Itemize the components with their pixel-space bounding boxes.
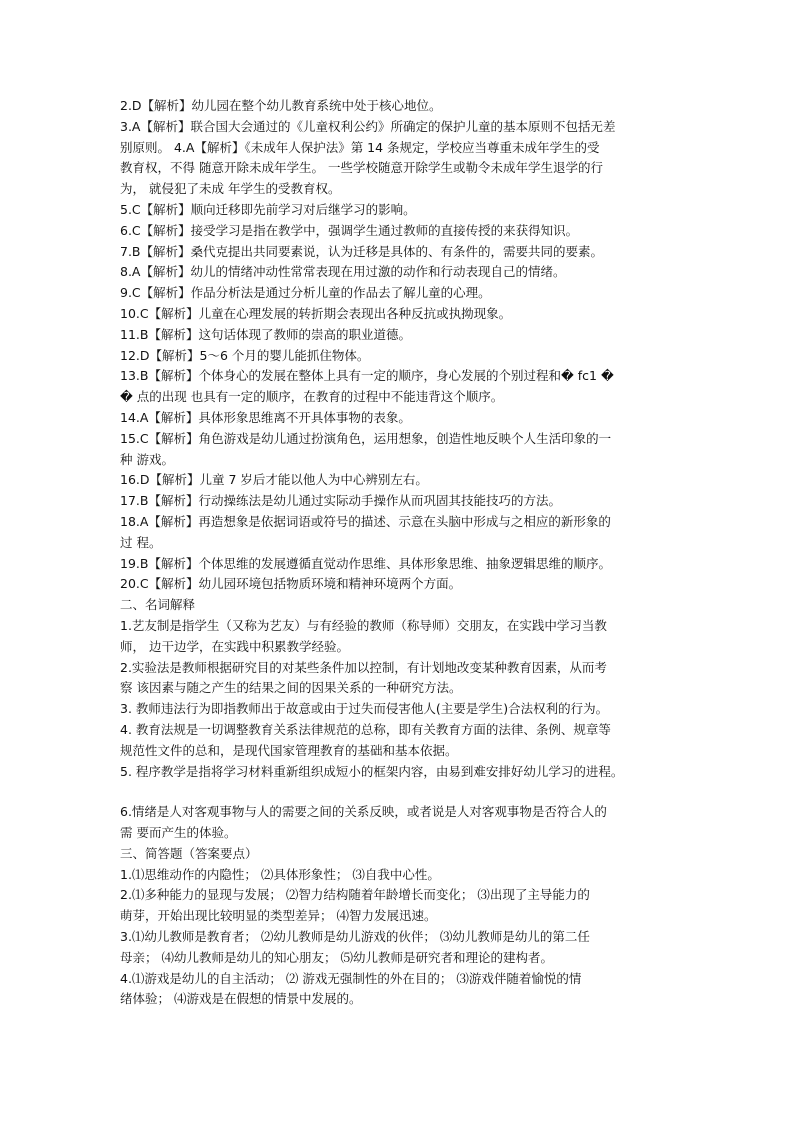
answer-12: 12.D【解析】5～6 个月的婴儿能抓住物体。 [120, 347, 370, 363]
term-4-line-2: 规范性文件的总和，是现代国家管理教育的基础和基本依据。 [120, 742, 458, 758]
answer-15-line-2: 种 游戏。 [120, 451, 174, 467]
term-2-line-1: 2.实验法是教师根据研究目的对某些条件加以控制，有计划地改变某种教育因素，从而考 [120, 659, 607, 675]
blank-line [120, 782, 690, 802]
answer-18-line-2: 过 程。 [120, 534, 162, 550]
short-answer-1: 1.⑴思维动作的内隐性； ⑵具体形象性； ⑶自我中心性。 [120, 866, 440, 882]
term-2-line-2: 察 该因素与随之产生的结果之间的因果关系的一种研究方法。 [120, 680, 462, 696]
short-answer-3-line-2: 母亲； ⑷幼儿教师是幼儿的知心朋友； ⑸幼儿教师是研究者和理论的建构者。 [120, 949, 553, 965]
answer-11: 11.B【解析】这句话体现了教师的崇高的职业道德。 [120, 326, 411, 342]
answer-17: 17.B【解析】行动操练法是幼儿通过实际动手操作从而巩固其技能技巧的方法。 [120, 493, 561, 509]
answer-3-line-2: 别原则。 4.A【解析】《未成年人保护法》第 14 条规定，学校应当尊重未成年学生的受 [120, 139, 600, 155]
answer-8: 8.A【解析】幼儿的情绪冲动性常常表现在用过激的动作和行动表现自己的情绪。 [120, 264, 566, 280]
document-page [120, 96, 690, 1010]
term-1-line-1: 1.艺友制是指学生（又称为艺友）与有经验的教师（称导师）交朋友，在实践中学习当教 [120, 617, 607, 633]
answer-13-line-1: 13.B【解析】个体身心的发展在整体上具有一定的顺序，身心发展的个别过程和� fc1 � [120, 368, 614, 384]
answer-6: 6.C【解析】接受学习是指在教学中，强调学生通过教师的直接传授的来获得知识。 [120, 222, 579, 238]
answer-2: 2.D【解析】幼儿园在整个幼儿教育系统中处于核心地位。 [120, 98, 442, 113]
short-answer-3-line-1: 3.⑴幼儿教师是教育者； ⑵幼儿教师是幼儿游戏的伙伴； ⑶幼儿教师是幼儿的第二任 [120, 929, 590, 945]
answer-5: 5.C【解析】顺向迁移即先前学习对后继学习的影响。 [120, 201, 416, 217]
answer-7: 7.B【解析】桑代克提出共同要素说，认为迁移是具体的、有条件的，需要共同的要素。 [120, 243, 604, 259]
answer-18-line-1: 18.A【解析】再造想象是依据词语或符号的描述、示意在头脑中形成与之相应的新形象的 [120, 513, 611, 529]
term-3: 3. 教师违法行为即指教师出于故意或由于过失而侵害他人(主要是学生)合法权利的行为。 [120, 701, 609, 717]
short-answer-2-line-1: 2.⑴多种能力的显现与发展； ⑵智力结构随着年龄增长而变化； ⑶出现了主导能力的 [120, 887, 590, 903]
answer-19: 19.B【解析】个体思维的发展遵循直觉动作思维、具体形象思维、抽象逻辑思维的顺序。 [120, 555, 611, 571]
answer-20: 20.C【解析】幼儿园环境包括物质环境和精神环境两个方面。 [120, 576, 462, 592]
answer-9: 9.C【解析】作品分析法是通过分析儿童的作品去了解儿童的心理。 [120, 285, 491, 301]
answer-3-line-3: 教育权，不得 随意开除未成年学生。 一些学校随意开除学生或勒令未成年学生退学的行 [120, 160, 603, 176]
section-heading-terms: 二、名词解释 [120, 597, 196, 613]
short-answer-4-line-1: 4.⑴游戏是幼儿的自主活动； ⑵ 游戏无强制性的外在目的； ⑶游戏伴随着愉悦的情 [120, 970, 582, 986]
term-4-line-1: 4. 教育法规是一切调整教育关系法律规范的总称，即有关教育方面的法律、条例、规章等 [120, 721, 611, 737]
term-5: 5. 程序教学是指将学习材料重新组织成短小的框架内容，由易到难安排好幼儿学习的进程。 [120, 763, 624, 779]
section-heading-short-answers: 三、简答题（答案要点） [120, 845, 258, 861]
answer-14: 14.A【解析】具体形象思维离不开具体事物的表象。 [120, 409, 411, 425]
answer-16: 16.D【解析】儿童 7 岁后才能以他人为中心辨别左右。 [120, 472, 428, 488]
answer-10: 10.C【解析】儿童在心理发展的转折期会表现出各种反抗或执拗现象。 [120, 305, 512, 321]
term-1-line-2: 师， 边干边学，在实践中积累教学经验。 [120, 638, 349, 654]
short-answer-2-line-2: 萌芽，开始出现比较明显的类型差异； ⑷智力发展迅速。 [120, 908, 437, 924]
answer-3-line-1: 3.A【解析】联合国大会通过的《儿童权利公约》所确定的保护儿童的基本原则不包括无差 [120, 118, 616, 134]
short-answer-4-line-2: 绪体验； ⑷游戏是在假想的情景中发展的。 [120, 991, 362, 1007]
term-6-line-1: 6.情绪是人对客观事物与人的需要之间的关系反映，或者说是人对客观事物是否符合人的 [120, 804, 607, 820]
answer-3-line-4: 为， 就侵犯了未成 年学生的受教育权。 [120, 181, 341, 197]
term-6-line-2: 需 要而产生的体验。 [120, 825, 237, 841]
answer-15-line-1: 15.C【解析】角色游戏是幼儿通过扮演角色，运用想象，创造性地反映个人生活印象的一 [120, 430, 612, 446]
answer-13-line-2: � 点的出现 也具有一定的顺序，在教育的过程中不能违背这个顺序。 [120, 389, 504, 405]
